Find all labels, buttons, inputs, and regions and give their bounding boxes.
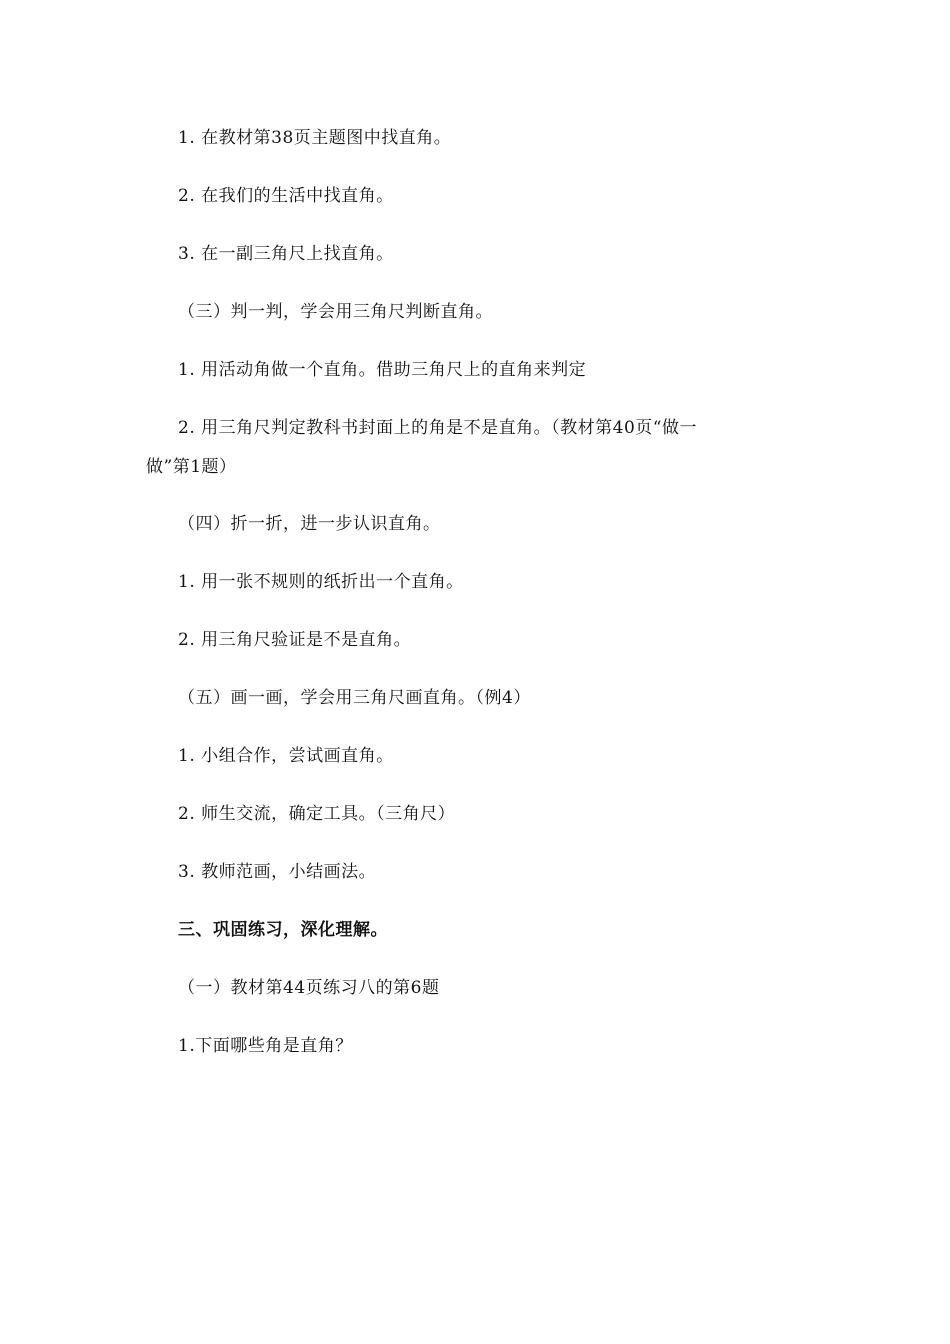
- section-heading-draw: （五）画一画，学会用三角尺画直角。（例4）: [178, 688, 531, 708]
- exercise-question: 1.下面哪些角是直角？: [178, 1036, 353, 1056]
- step-group-work: 1. 小组合作，尝试画直角。: [178, 746, 394, 766]
- step-judge-book-cover: 2. 用三角尺判定教科书封面上的角是不是直角。（教材第40页“做一: [178, 418, 697, 438]
- part-heading-practice: 三、巩固练习，深化理解。: [178, 920, 388, 940]
- exercise-reference: （一）教材第44页练习八的第6题: [178, 978, 440, 998]
- step-teacher-demo: 3. 教师范画，小结画法。: [178, 862, 377, 882]
- step-judge-book-cover-continued: 做”第1题）: [146, 457, 237, 477]
- step-movable-angle: 1. 用活动角做一个直角。借助三角尺上的直角来判定: [178, 360, 587, 380]
- section-heading-judge: （三）判一判，学会用三角尺判断直角。: [178, 302, 493, 322]
- step-exchange-tools: 2. 师生交流，确定工具。（三角尺）: [178, 804, 456, 824]
- step-fold-paper: 1. 用一张不规则的纸折出一个直角。: [178, 572, 464, 592]
- step-find-in-textbook: 1. 在教材第38页主题图中找直角。: [178, 128, 452, 148]
- section-heading-fold: （四）折一折，进一步认识直角。: [178, 514, 441, 534]
- step-find-in-life: 2. 在我们的生活中找直角。: [178, 186, 394, 206]
- step-verify-with-set-square: 2. 用三角尺验证是不是直角。: [178, 630, 412, 650]
- step-find-on-set-square: 3. 在一副三角尺上找直角。: [178, 244, 394, 264]
